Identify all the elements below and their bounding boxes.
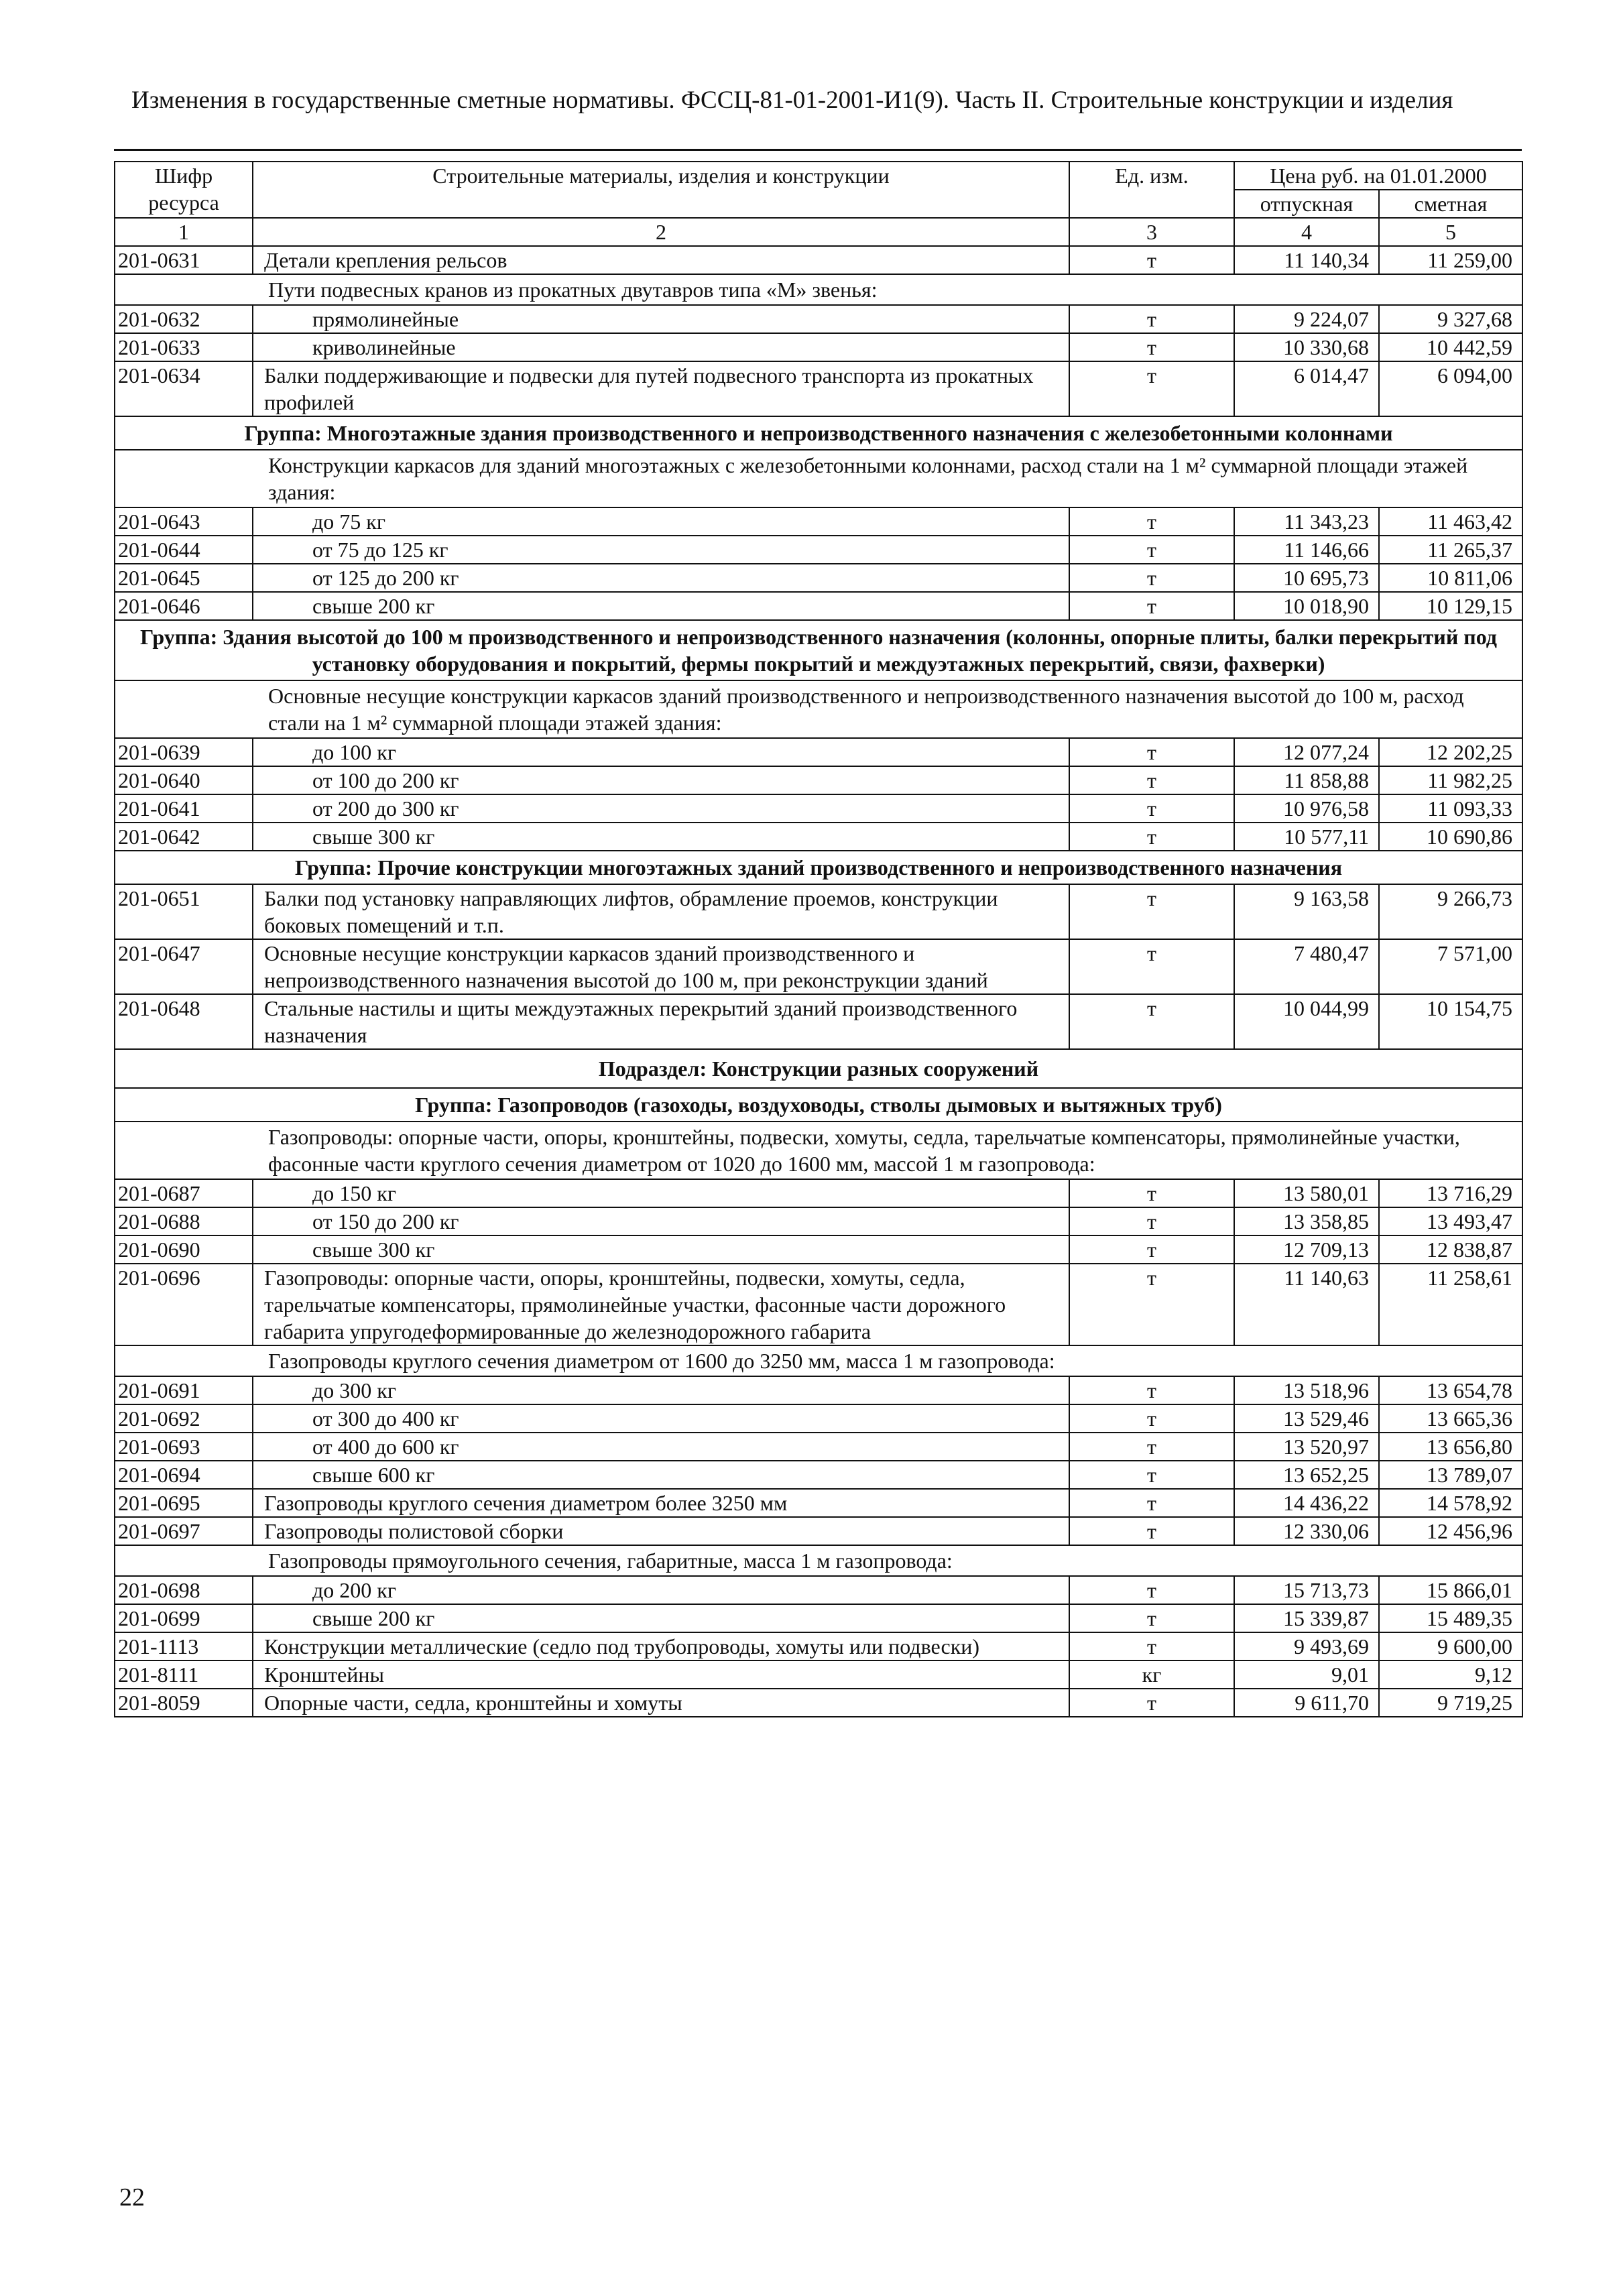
resource-code: 201-0688 xyxy=(115,1207,253,1235)
table-row xyxy=(115,1179,1522,1207)
table-row xyxy=(115,823,1522,851)
unit-cell: т xyxy=(1069,1376,1234,1404)
estimate-price: 11 265,37 xyxy=(1379,536,1522,564)
release-price: 10 018,90 xyxy=(1234,592,1379,620)
unit-cell: т xyxy=(1069,766,1234,794)
resource-code: 201-0634 xyxy=(115,361,253,416)
column-header-name: Строительные материалы, изделия и конструкции xyxy=(253,162,1069,218)
item-name: Кронштейны xyxy=(253,1660,1069,1689)
resource-code: 201-0632 xyxy=(115,305,253,333)
table-row xyxy=(115,1235,1522,1264)
table-row xyxy=(115,1604,1522,1632)
header-divider xyxy=(114,149,1522,151)
item-name: до 100 кг xyxy=(253,738,1069,766)
release-price: 10 976,58 xyxy=(1234,794,1379,823)
unit-cell: т xyxy=(1069,823,1234,851)
resource-code: 201-0633 xyxy=(115,333,253,361)
table-row xyxy=(115,592,1522,620)
resource-code: 201-0690 xyxy=(115,1235,253,1264)
table-row xyxy=(115,1264,1522,1345)
release-price: 9,01 xyxy=(1234,1660,1379,1689)
unit-cell: т xyxy=(1069,305,1234,333)
estimate-price: 9 327,68 xyxy=(1379,305,1522,333)
item-name: от 300 до 400 кг xyxy=(253,1404,1069,1433)
table-row xyxy=(115,1517,1522,1545)
estimate-price: 12 202,25 xyxy=(1379,738,1522,766)
item-name: Детали крепления рельсов xyxy=(253,246,1069,274)
resource-code: 201-1113 xyxy=(115,1632,253,1660)
estimate-price: 11 259,00 xyxy=(1379,246,1522,274)
resource-code: 201-0642 xyxy=(115,823,253,851)
table-row xyxy=(115,333,1522,361)
release-price: 6 014,47 xyxy=(1234,361,1379,416)
group-heading-row xyxy=(115,416,1522,450)
resource-code: 201-0648 xyxy=(115,994,253,1049)
estimate-price: 6 094,00 xyxy=(1379,361,1522,416)
release-price: 9 224,07 xyxy=(1234,305,1379,333)
unit-cell: т xyxy=(1069,939,1234,994)
release-price: 14 436,22 xyxy=(1234,1489,1379,1517)
estimate-price: 9 719,25 xyxy=(1379,1689,1522,1717)
table-row xyxy=(115,1689,1522,1717)
estimate-price: 10 811,06 xyxy=(1379,564,1522,592)
table-row xyxy=(115,1404,1522,1433)
release-price: 10 044,99 xyxy=(1234,994,1379,1049)
table-row xyxy=(115,1660,1522,1689)
column-header-price: Цена руб. на 01.01.2000 xyxy=(1234,162,1522,190)
estimate-price: 14 578,92 xyxy=(1379,1489,1522,1517)
release-price: 13 520,97 xyxy=(1234,1433,1379,1461)
item-name: до 75 кг xyxy=(253,507,1069,536)
unit-cell: т xyxy=(1069,738,1234,766)
estimate-price: 12 456,96 xyxy=(1379,1517,1522,1545)
item-name: до 150 кг xyxy=(253,1179,1069,1207)
subheading-row xyxy=(115,274,1522,305)
resource-code: 201-0694 xyxy=(115,1461,253,1489)
subheading-text: Основные несущие конструкции каркасов зданий производственного и непроизводственного назначения высотой до 100 м, расход стали на 1 м² суммарной площади этажей здания: xyxy=(115,680,1522,738)
unit-cell: т xyxy=(1069,333,1234,361)
item-name: свыше 300 кг xyxy=(253,1235,1069,1264)
estimate-price: 10 129,15 xyxy=(1379,592,1522,620)
release-price: 7 480,47 xyxy=(1234,939,1379,994)
resource-code: 201-0643 xyxy=(115,507,253,536)
unit-cell: т xyxy=(1069,1461,1234,1489)
item-name: прямолинейные xyxy=(253,305,1069,333)
unit-cell: т xyxy=(1069,1207,1234,1235)
table-row xyxy=(115,766,1522,794)
unit-cell: т xyxy=(1069,1235,1234,1264)
page-header-title: Изменения в государственные сметные нормативы. ФССЦ-81-01-2001-И1(9). Часть II. Строительные конструкции и изделия xyxy=(131,86,1453,114)
table-row xyxy=(115,884,1522,939)
resource-code: 201-0640 xyxy=(115,766,253,794)
release-price: 9 493,69 xyxy=(1234,1632,1379,1660)
resource-code: 201-0641 xyxy=(115,794,253,823)
release-price: 12 077,24 xyxy=(1234,738,1379,766)
column-number: 1 xyxy=(115,218,253,246)
resource-code: 201-8111 xyxy=(115,1660,253,1689)
table-row xyxy=(115,305,1522,333)
resource-code: 201-0647 xyxy=(115,939,253,994)
group-heading-row xyxy=(115,620,1522,680)
group-heading-row xyxy=(115,1088,1522,1122)
estimate-price: 11 258,61 xyxy=(1379,1264,1522,1345)
item-name: Стальные настилы и щиты междуэтажных перекрытий зданий производственного назначения xyxy=(253,994,1069,1049)
estimate-price: 9,12 xyxy=(1379,1660,1522,1689)
group-heading-row xyxy=(115,851,1522,884)
estimate-price: 11 982,25 xyxy=(1379,766,1522,794)
release-price: 13 652,25 xyxy=(1234,1461,1379,1489)
item-name: от 200 до 300 кг xyxy=(253,794,1069,823)
estimate-price: 10 442,59 xyxy=(1379,333,1522,361)
estimate-price: 13 716,29 xyxy=(1379,1179,1522,1207)
price-table xyxy=(114,161,1523,1717)
estimate-price: 7 571,00 xyxy=(1379,939,1522,994)
unit-cell: т xyxy=(1069,564,1234,592)
table-row xyxy=(115,1433,1522,1461)
resource-code: 201-0699 xyxy=(115,1604,253,1632)
group-heading: Группа: Прочие конструкции многоэтажных зданий производственного и непроизводственного назначения xyxy=(115,851,1522,884)
table-row xyxy=(115,1576,1522,1604)
subheading-text: Газопроводы: опорные части, опоры, кронштейны, подвески, хомуты, седла, тарельчатые компенсаторы, прямолинейные участки, фасонные части круглого сечения диаметром от 1020 до 1600 мм, массой 1 м газопровода: xyxy=(115,1122,1522,1179)
unit-cell: т xyxy=(1069,246,1234,274)
release-price: 11 343,23 xyxy=(1234,507,1379,536)
estimate-price: 15 489,35 xyxy=(1379,1604,1522,1632)
release-price: 13 529,46 xyxy=(1234,1404,1379,1433)
column-number: 4 xyxy=(1234,218,1379,246)
item-name: Газопроводы: опорные части, опоры, кронштейны, подвески, хомуты, седла, тарельчатые компенсаторы, прямолинейные участки, фасонные части дорожного габарита упругодеформированные до железнодорожного габарита xyxy=(253,1264,1069,1345)
estimate-price: 9 266,73 xyxy=(1379,884,1522,939)
estimate-price: 10 690,86 xyxy=(1379,823,1522,851)
resource-code: 201-0698 xyxy=(115,1576,253,1604)
column-header-code: Шифр ресурса xyxy=(115,162,253,218)
subheading-row xyxy=(115,680,1522,738)
resource-code: 201-8059 xyxy=(115,1689,253,1717)
unit-cell: т xyxy=(1069,1689,1234,1717)
resource-code: 201-0692 xyxy=(115,1404,253,1433)
resource-code: 201-0695 xyxy=(115,1489,253,1517)
release-price: 15 339,87 xyxy=(1234,1604,1379,1632)
resource-code: 201-0697 xyxy=(115,1517,253,1545)
table-row xyxy=(115,507,1522,536)
group-heading: Группа: Многоэтажные здания производственного и непроизводственного назначения с железобетонными колоннами xyxy=(115,416,1522,450)
table-row xyxy=(115,1207,1522,1235)
resource-code: 201-0646 xyxy=(115,592,253,620)
release-price: 11 140,34 xyxy=(1234,246,1379,274)
estimate-price: 11 463,42 xyxy=(1379,507,1522,536)
item-name: свыше 200 кг xyxy=(253,592,1069,620)
estimate-price: 13 665,36 xyxy=(1379,1404,1522,1433)
table-row xyxy=(115,939,1522,994)
estimate-price: 9 600,00 xyxy=(1379,1632,1522,1660)
subheading-row xyxy=(115,1122,1522,1179)
unit-cell: т xyxy=(1069,1264,1234,1345)
item-name: от 75 до 125 кг xyxy=(253,536,1069,564)
subheading-text: Конструкции каркасов для зданий многоэтажных с железобетонными колоннами, расход стали на 1 м² суммарной площади этажей здания: xyxy=(115,450,1522,507)
resource-code: 201-0644 xyxy=(115,536,253,564)
release-price: 10 577,11 xyxy=(1234,823,1379,851)
unit-cell: кг xyxy=(1069,1660,1234,1689)
release-price: 10 330,68 xyxy=(1234,333,1379,361)
estimate-price: 13 493,47 xyxy=(1379,1207,1522,1235)
resource-code: 201-0687 xyxy=(115,1179,253,1207)
item-name: Газопроводы круглого сечения диаметром более 3250 мм xyxy=(253,1489,1069,1517)
unit-cell: т xyxy=(1069,592,1234,620)
unit-cell: т xyxy=(1069,1632,1234,1660)
unit-cell: т xyxy=(1069,1604,1234,1632)
table-header-row xyxy=(115,162,1522,190)
table-row xyxy=(115,1461,1522,1489)
item-name: свыше 300 кг xyxy=(253,823,1069,851)
estimate-price: 13 654,78 xyxy=(1379,1376,1522,1404)
resource-code: 201-0631 xyxy=(115,246,253,274)
release-price: 13 518,96 xyxy=(1234,1376,1379,1404)
table-row xyxy=(115,794,1522,823)
subsection-heading: Подраздел: Конструкции разных сооружений xyxy=(115,1049,1522,1088)
subheading-row xyxy=(115,450,1522,507)
release-price: 11 858,88 xyxy=(1234,766,1379,794)
item-name: от 125 до 200 кг xyxy=(253,564,1069,592)
table-row xyxy=(115,361,1522,416)
unit-cell: т xyxy=(1069,536,1234,564)
estimate-price: 10 154,75 xyxy=(1379,994,1522,1049)
item-name: Балки под установку направляющих лифтов, обрамление проемов, конструкции боковых помещений и т.п. xyxy=(253,884,1069,939)
item-name: Конструкции металлические (седло под трубопроводы, хомуты или подвески) xyxy=(253,1632,1069,1660)
resource-code: 201-0645 xyxy=(115,564,253,592)
table-row xyxy=(115,1489,1522,1517)
column-number: 2 xyxy=(253,218,1069,246)
item-name: Балки поддерживающие и подвески для путей подвесного транспорта из прокатных профилей xyxy=(253,361,1069,416)
unit-cell: т xyxy=(1069,1576,1234,1604)
item-name: до 300 кг xyxy=(253,1376,1069,1404)
resource-code: 201-0691 xyxy=(115,1376,253,1404)
subsection-heading-row xyxy=(115,1049,1522,1088)
unit-cell: т xyxy=(1069,361,1234,416)
table-row xyxy=(115,1632,1522,1660)
unit-cell: т xyxy=(1069,507,1234,536)
resource-code: 201-0693 xyxy=(115,1433,253,1461)
column-number: 5 xyxy=(1379,218,1522,246)
resource-code: 201-0639 xyxy=(115,738,253,766)
table-row xyxy=(115,246,1522,274)
item-name: от 150 до 200 кг xyxy=(253,1207,1069,1235)
item-name: Основные несущие конструкции каркасов зданий производственного и непроизводственного назначения высотой до 100 м, при реконструкции зданий xyxy=(253,939,1069,994)
resource-code: 201-0696 xyxy=(115,1264,253,1345)
subheading-row xyxy=(115,1345,1522,1376)
unit-cell: т xyxy=(1069,1404,1234,1433)
column-number: 3 xyxy=(1069,218,1234,246)
table-row xyxy=(115,738,1522,766)
unit-cell: т xyxy=(1069,884,1234,939)
release-price: 11 140,63 xyxy=(1234,1264,1379,1345)
column-header-estimate-price: сметная xyxy=(1379,190,1522,218)
item-name: Опорные части, седла, кронштейны и хомуты xyxy=(253,1689,1069,1717)
subheading-row xyxy=(115,1545,1522,1576)
group-heading: Группа: Газопроводов (газоходы, воздуховоды, стволы дымовых и вытяжных труб) xyxy=(115,1088,1522,1122)
item-name: от 400 до 600 кг xyxy=(253,1433,1069,1461)
release-price: 11 146,66 xyxy=(1234,536,1379,564)
release-price: 12 709,13 xyxy=(1234,1235,1379,1264)
unit-cell: т xyxy=(1069,1517,1234,1545)
estimate-price: 13 789,07 xyxy=(1379,1461,1522,1489)
estimate-price: 11 093,33 xyxy=(1379,794,1522,823)
release-price: 12 330,06 xyxy=(1234,1517,1379,1545)
item-name: до 200 кг xyxy=(253,1576,1069,1604)
estimate-price: 13 656,80 xyxy=(1379,1433,1522,1461)
release-price: 13 580,01 xyxy=(1234,1179,1379,1207)
group-heading: Группа: Здания высотой до 100 м производственного и непроизводственного назначения (колонны, опорные плиты, балки перекрытий под установку оборудования и покрытий, фермы покрытий и междуэтажных перекрытий, связи, фахверки) xyxy=(115,620,1522,680)
subheading-text: Газопроводы круглого сечения диаметром от 1600 до 3250 мм, масса 1 м газопровода: xyxy=(115,1345,1522,1376)
column-numbers-row xyxy=(115,218,1522,246)
release-price: 9 163,58 xyxy=(1234,884,1379,939)
unit-cell: т xyxy=(1069,994,1234,1049)
resource-code: 201-0651 xyxy=(115,884,253,939)
item-name: от 100 до 200 кг xyxy=(253,766,1069,794)
release-price: 15 713,73 xyxy=(1234,1576,1379,1604)
estimate-price: 15 866,01 xyxy=(1379,1576,1522,1604)
table-row xyxy=(115,564,1522,592)
item-name: свыше 200 кг xyxy=(253,1604,1069,1632)
unit-cell: т xyxy=(1069,1433,1234,1461)
release-price: 9 611,70 xyxy=(1234,1689,1379,1717)
table-row xyxy=(115,994,1522,1049)
item-name: Газопроводы полистовой сборки xyxy=(253,1517,1069,1545)
unit-cell: т xyxy=(1069,794,1234,823)
estimate-price: 12 838,87 xyxy=(1379,1235,1522,1264)
unit-cell: т xyxy=(1069,1179,1234,1207)
column-header-unit: Ед. изм. xyxy=(1069,162,1234,218)
unit-cell: т xyxy=(1069,1489,1234,1517)
release-price: 10 695,73 xyxy=(1234,564,1379,592)
table-row xyxy=(115,536,1522,564)
page-number: 22 xyxy=(119,2183,145,2212)
table-row xyxy=(115,1376,1522,1404)
item-name: криволинейные xyxy=(253,333,1069,361)
release-price: 13 358,85 xyxy=(1234,1207,1379,1235)
subheading-text: Газопроводы прямоугольного сечения, габаритные, масса 1 м газопровода: xyxy=(115,1545,1522,1576)
item-name: свыше 600 кг xyxy=(253,1461,1069,1489)
column-header-release-price: отпускная xyxy=(1234,190,1379,218)
subheading-text: Пути подвесных кранов из прокатных двутавров типа «М» звенья: xyxy=(115,274,1522,305)
